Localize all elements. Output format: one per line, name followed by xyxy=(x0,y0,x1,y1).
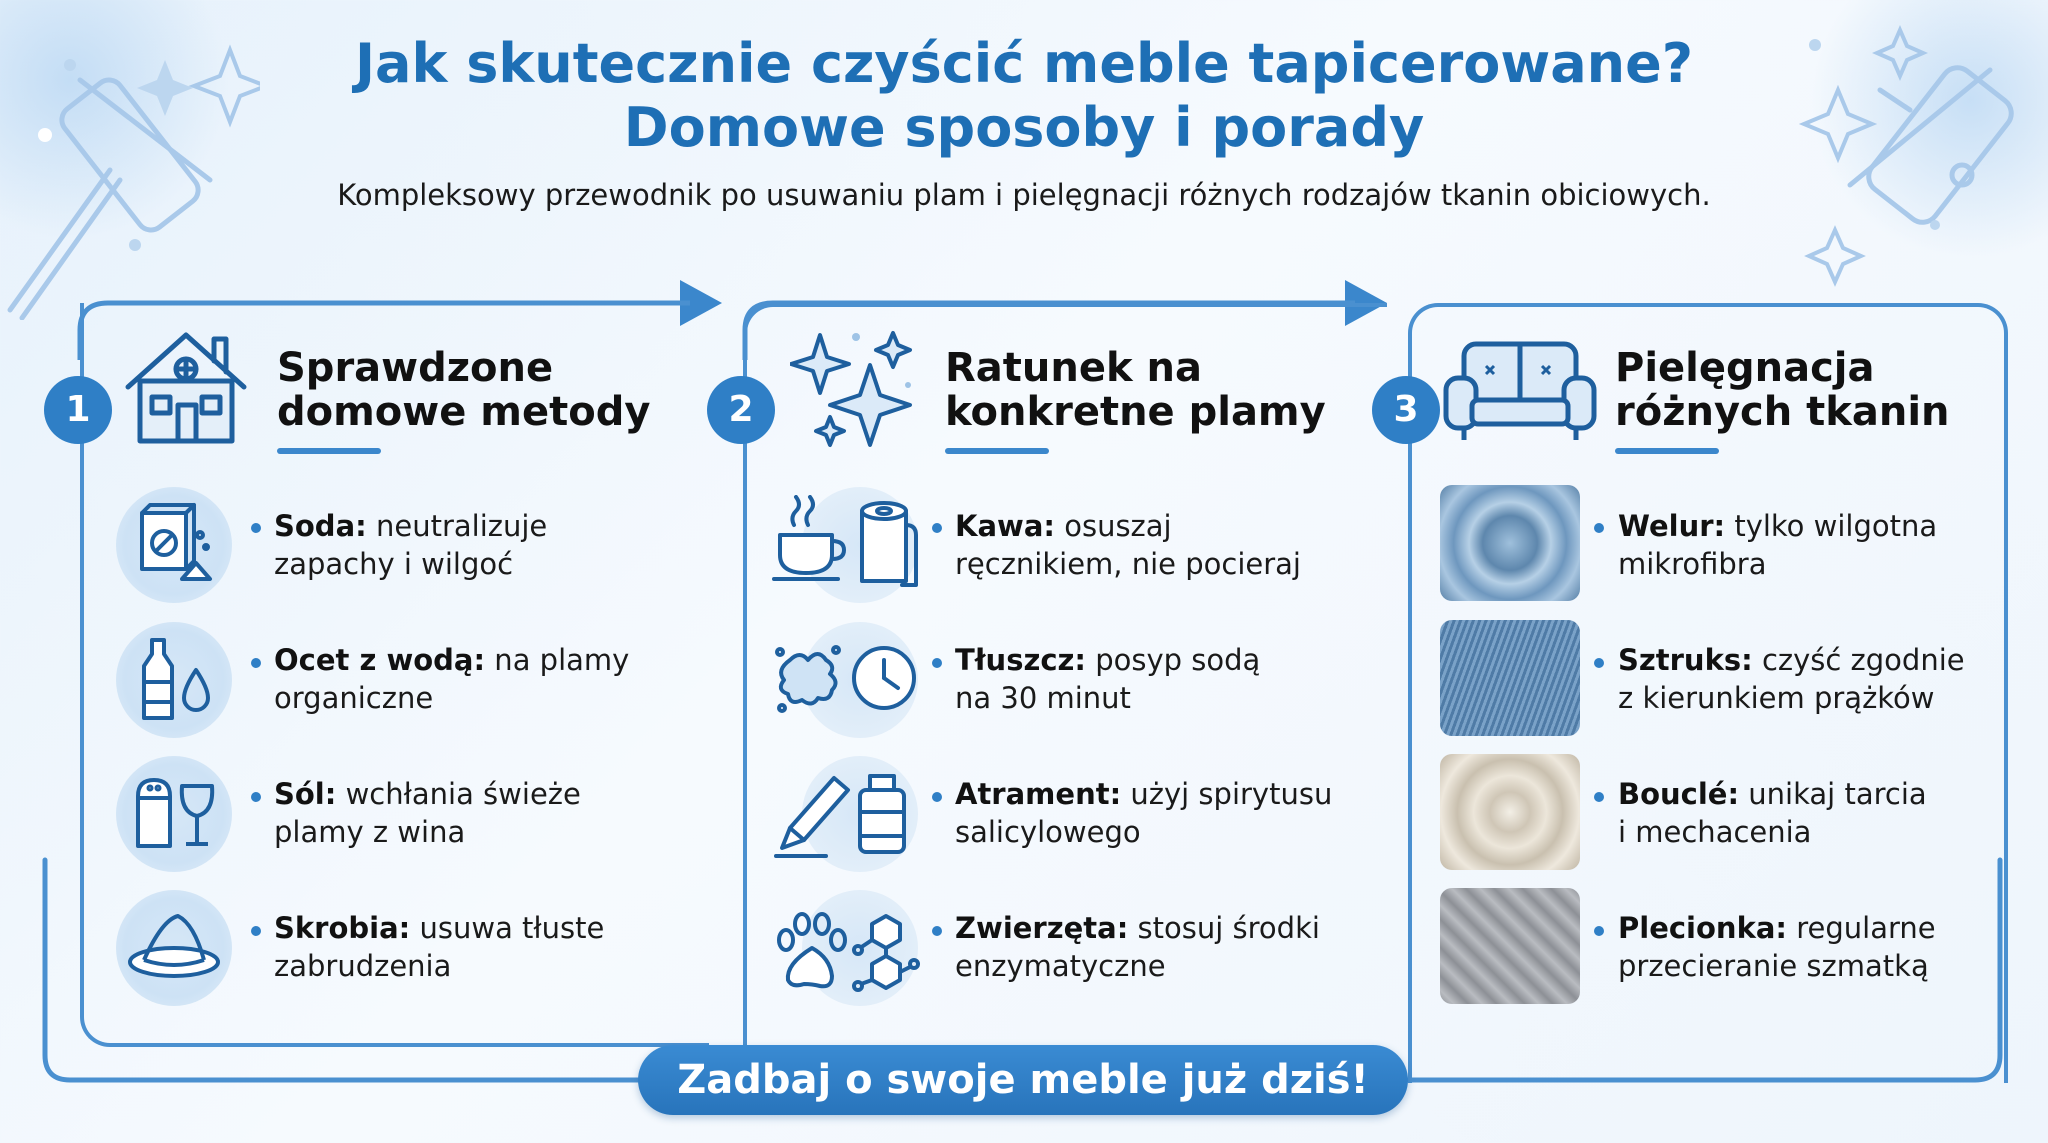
list-item xyxy=(1618,507,1937,583)
item-term: Plecionka: xyxy=(1618,911,1788,945)
salt-shaker-wine-glass-icon xyxy=(116,756,232,872)
bullet xyxy=(1594,792,1604,802)
vinegar-bottle-icon xyxy=(116,622,232,738)
page-subtitle: Kompleksowy przewodnik po usuwaniu plam i pielęgnacji różnych rodzajów tkanin obiciowych. xyxy=(337,178,1711,212)
boucle-fabric-swatch xyxy=(1440,754,1580,870)
item-term: Bouclé: xyxy=(1618,777,1740,811)
column-title-underline xyxy=(945,448,1049,454)
item-text: stosuj środki xyxy=(1128,911,1320,945)
bullet xyxy=(251,658,261,668)
bullet xyxy=(251,926,261,936)
item-text: neutralizuje xyxy=(366,509,548,543)
list-item xyxy=(274,507,547,583)
list-item xyxy=(955,909,1320,985)
item-text-line-2: zabrudzenia xyxy=(274,949,452,983)
step-number-2: 2 xyxy=(707,376,775,444)
bullet xyxy=(251,523,261,533)
item-text: tylko wilgotna xyxy=(1725,509,1938,543)
item-text-line-2: plamy z wina xyxy=(274,815,466,849)
item-term: Sztruks: xyxy=(1618,643,1753,677)
item-text: wchłania świeże xyxy=(336,777,581,811)
column-title-1-line-1: Sprawdzone xyxy=(277,345,554,391)
item-text: posyp sodą xyxy=(1086,643,1261,677)
item-term: Soda: xyxy=(274,509,367,543)
column-title-2-line-1: Ratunek na xyxy=(945,345,1202,391)
starch-powder-bowl-icon xyxy=(116,890,232,1006)
list-item xyxy=(274,775,581,851)
column-title-3-line-1: Pielęgnacja xyxy=(1615,345,1875,391)
item-term: Welur: xyxy=(1618,509,1726,543)
corduroy-fabric-swatch xyxy=(1440,620,1580,736)
baking-soda-box-icon xyxy=(116,487,232,603)
item-text-line-2: ręcznikiem, nie pocieraj xyxy=(955,547,1301,581)
bullet xyxy=(932,926,942,936)
item-text-line-2: zapachy i wilgoć xyxy=(274,547,514,581)
house-icon xyxy=(122,325,250,447)
pen-bottle-icon xyxy=(772,768,922,868)
column-title-3 xyxy=(1615,346,1950,434)
bullet xyxy=(932,658,942,668)
bullet xyxy=(1594,926,1604,936)
paw-molecule-icon xyxy=(772,902,922,1002)
list-item xyxy=(955,775,1332,851)
sparkles-icon xyxy=(790,325,920,453)
item-text: czyść zgodnie xyxy=(1752,643,1965,677)
item-text-line-2: enzymatyczne xyxy=(955,949,1166,983)
item-term: Sól: xyxy=(274,777,337,811)
step-number-3: 3 xyxy=(1372,376,1440,444)
grease-splat-clock-icon xyxy=(772,630,922,730)
item-term: Atrament: xyxy=(955,777,1122,811)
bullet xyxy=(932,523,942,533)
step-number-1: 1 xyxy=(44,376,112,444)
item-text: usuwa tłuste xyxy=(410,911,605,945)
item-text: na plamy xyxy=(485,643,630,677)
coffee-cup-paper-towel-icon xyxy=(772,495,922,595)
list-item xyxy=(955,507,1301,583)
woven-fabric-swatch xyxy=(1440,888,1580,1004)
item-text: użyj spirytusu xyxy=(1121,777,1333,811)
list-item xyxy=(274,641,629,717)
item-term: Zwierzęta: xyxy=(955,911,1129,945)
bullet xyxy=(1594,658,1604,668)
item-text-line-2: na 30 minut xyxy=(955,681,1131,715)
column-title-2 xyxy=(945,346,1326,434)
list-item xyxy=(274,909,604,985)
list-item xyxy=(1618,775,1927,851)
bullet xyxy=(1594,523,1604,533)
item-text-line-2: i mechacenia xyxy=(1618,815,1812,849)
item-text-line-2: organiczne xyxy=(274,681,434,715)
column-title-1 xyxy=(277,346,650,434)
cta-button[interactable]: Zadbaj o swoje meble już dziś! xyxy=(638,1045,1408,1115)
item-text: unikaj tarcia xyxy=(1739,777,1927,811)
item-text-line-2: z kierunkiem prążków xyxy=(1618,681,1935,715)
column-title-2-line-2: konkretne plamy xyxy=(945,389,1326,435)
sofa-icon xyxy=(1442,338,1598,444)
list-item xyxy=(1618,909,1936,985)
item-text: regularne xyxy=(1787,911,1936,945)
column-title-1-line-2: domowe metody xyxy=(277,389,651,435)
item-text-line-2: przecieranie szmatką xyxy=(1618,949,1929,983)
velour-fabric-swatch xyxy=(1440,485,1580,601)
bullet xyxy=(932,792,942,802)
list-item xyxy=(1618,641,1965,717)
column-title-3-line-2: różnych tkanin xyxy=(1615,389,1950,435)
item-text: osuszaj xyxy=(1055,509,1172,543)
bullet xyxy=(251,792,261,802)
item-term: Ocet z wodą: xyxy=(274,643,486,677)
list-item xyxy=(955,641,1260,717)
item-term: Tłuszcz: xyxy=(955,643,1086,677)
title-line-1: Jak skutecznie czyścić meble tapicerowane? xyxy=(354,32,1694,95)
item-term: Kawa: xyxy=(955,509,1055,543)
column-title-underline xyxy=(277,448,381,454)
item-text-line-2: salicylowego xyxy=(955,815,1141,849)
column-title-underline xyxy=(1615,448,1719,454)
item-term: Skrobia: xyxy=(274,911,411,945)
title-line-2: Domowe sposoby i porady xyxy=(623,96,1425,159)
item-text-line-2: mikrofibra xyxy=(1618,547,1767,581)
